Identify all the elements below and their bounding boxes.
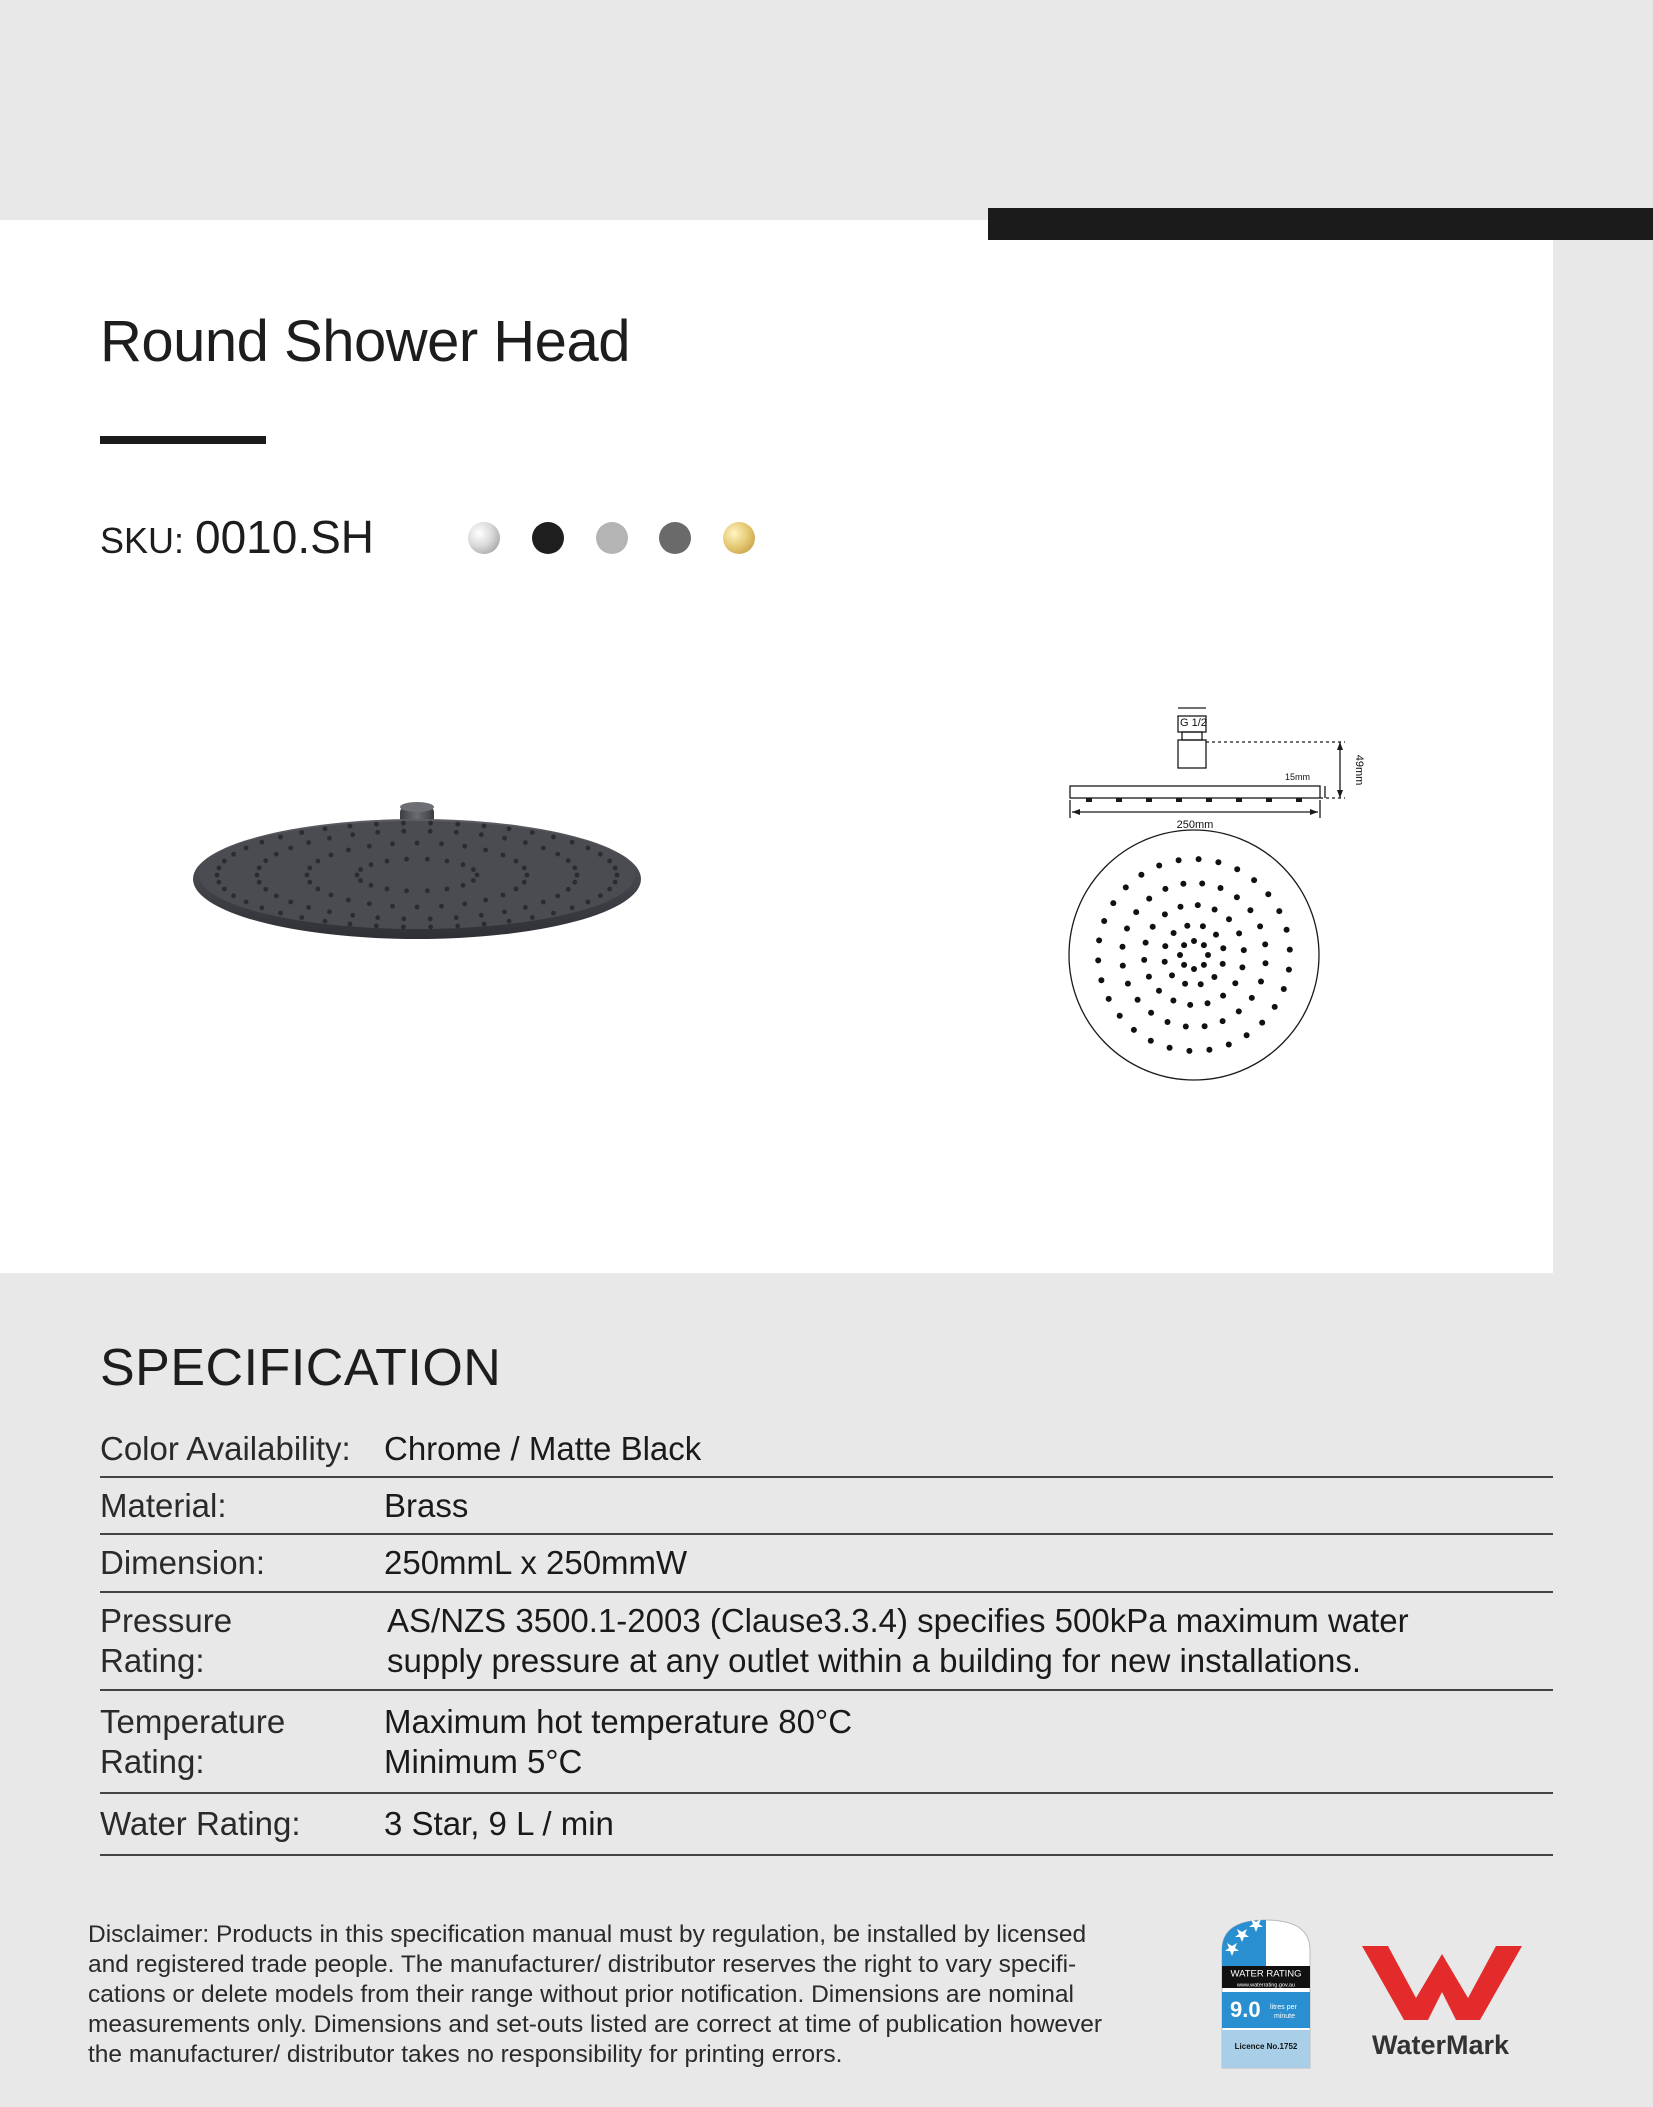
- spec-value: 3 Star, 9 L / min: [384, 1805, 614, 1842]
- header-accent-bar: [988, 208, 1653, 240]
- spec-label: Temperature Rating:: [100, 1702, 286, 1780]
- product-photo: [190, 795, 650, 955]
- spec-label: Dimension:: [100, 1544, 266, 1581]
- spec-label: Material:: [100, 1486, 227, 1524]
- finish-swatch-matte-black: [532, 522, 564, 554]
- spec-value: AS/NZS 3500.1-2003 (Clause3.3.4) specifies 500kPa maximum water supply pressure at any outlet within a building for new installations.: [387, 1602, 1409, 1679]
- spec-value: 250mmL x 250mmW: [384, 1544, 688, 1581]
- sku-label: SKU:: [100, 520, 185, 561]
- water-rating-site: www.waterrating.gov.au: [1237, 1982, 1295, 1989]
- spec-label: Pressure Rating:: [100, 1602, 233, 1679]
- water-rating-unit: litres per: [1270, 2004, 1297, 2011]
- technical-drawing: [1060, 700, 1380, 1100]
- finish-swatch-gunmetal: [659, 522, 691, 554]
- specification-table: [100, 1422, 1553, 1856]
- thread-label: G 1/2: [1180, 717, 1207, 729]
- specification-heading: SPECIFICATION: [100, 1339, 502, 1397]
- height-label: 49mm: [1353, 754, 1365, 786]
- finish-swatch-brushed-gold: [723, 522, 755, 554]
- watermark-logo-icon: [1362, 1942, 1524, 2024]
- water-rating-unit: minute: [1274, 2013, 1296, 2020]
- title-underline: [100, 436, 266, 444]
- finish-swatch-brushed-nickel: [596, 522, 628, 554]
- spec-row-material: [100, 1478, 1553, 1535]
- spec-row-temperature: [100, 1691, 1553, 1794]
- water-rating-label: [1220, 1918, 1312, 2070]
- spec-label: Water Rating:: [100, 1805, 301, 1842]
- sku-value: 0010.SH: [195, 511, 375, 563]
- water-rating-licence: Licence No.1752: [1234, 2042, 1298, 2051]
- disclaimer: Disclaimer: Products in this specification manual must by regulation, be installed by licensed and registered trade people. The manufacturer/ distributor reserves the right to vary specifi- cations or delete models from their range without prior notification. Dimensions are nominal measurements only. Dimensions and set-outs listed are correct at time of publication however the manufacturer/ distributor takes no responsibility for printing errors.: [88, 1921, 1103, 2068]
- watermark-text: WaterMark: [1372, 2030, 1510, 2060]
- page-title: Round Shower Head: [100, 309, 630, 374]
- thickness-label: 15mm: [1284, 772, 1310, 782]
- spec-value: Maximum hot temperature 80°C Minimum 5°C: [384, 1702, 853, 1780]
- spec-row-pressure: [100, 1593, 1553, 1691]
- top-band: [0, 0, 1653, 220]
- spec-value: Chrome / Matte Black: [384, 1430, 702, 1467]
- spec-label: Color Availability:: [100, 1430, 351, 1467]
- finish-swatch-chrome: [468, 522, 500, 554]
- water-rating-title: WATER RATING: [1230, 1968, 1302, 1980]
- water-rating-value: 9.0: [1230, 1997, 1261, 2022]
- spec-value: Brass: [384, 1486, 469, 1524]
- spec-row-water-rating: [100, 1794, 1553, 1856]
- spec-row-dimension: [100, 1535, 1553, 1593]
- width-label: 250mm: [1176, 819, 1214, 831]
- spec-row-color: [100, 1422, 1553, 1478]
